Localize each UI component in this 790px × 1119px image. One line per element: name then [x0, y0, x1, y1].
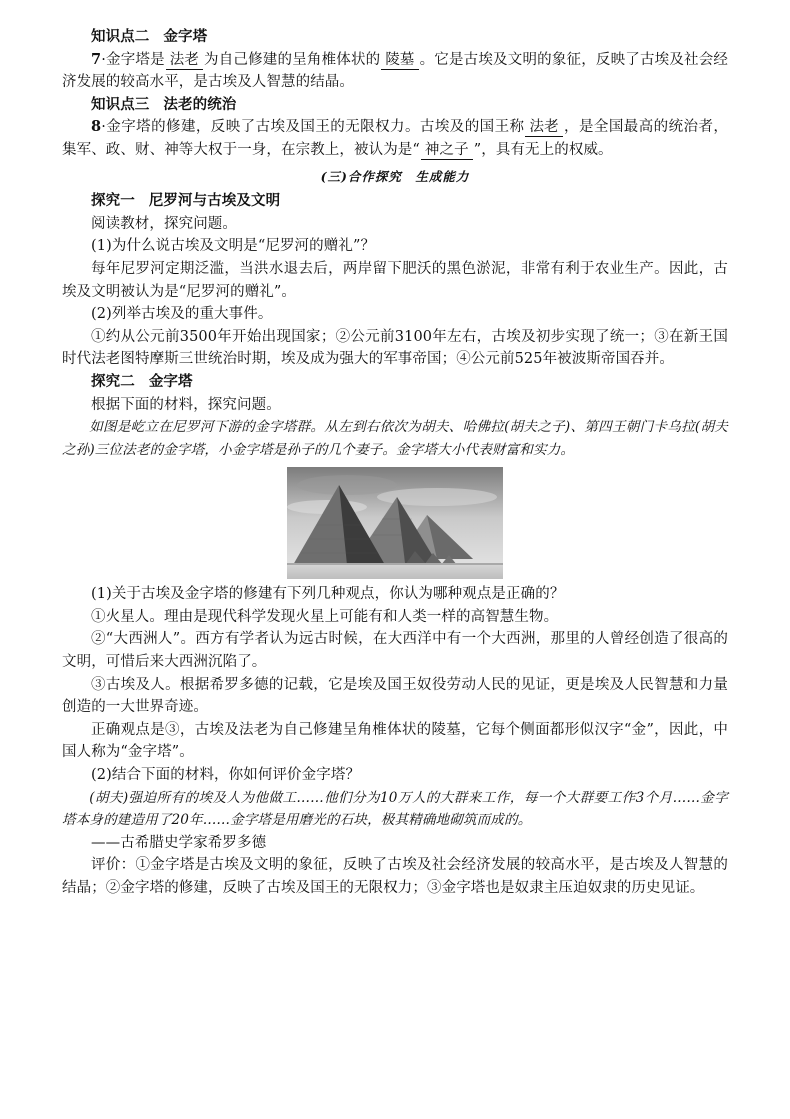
material-source: ——古希腊史学家希罗多德	[91, 834, 267, 851]
inquiry-2-question-2: (2)结合下面的材料，你如何评价金字塔？	[91, 767, 361, 784]
inquiry-2-heading	[62, 371, 728, 394]
inquiry-2-option-3: ③古埃及人。根据希罗多德的记载，它是埃及国王奴役劳动人民的见证，更是埃及人民智慧和力量创造的一大世界奇迹。	[62, 676, 728, 716]
inquiry-2-material-1: 如图是屹立在尼罗河下游的金字塔群。从左到右依次为胡夫、哈佛拉(胡夫之子)、第四王朝门卡乌拉(胡夫之孙)三位法老的金字塔，小金字塔是孙子的几个妻子。金字塔大小代表财富和实力。	[62, 419, 728, 458]
heading-label: 探究一	[91, 192, 135, 210]
inquiry-2-option-1: ①火星人。理由是现代科学发现火星上可能有和人类一样的高智慧生物。	[91, 608, 559, 625]
question-text: 金字塔的修建，反映了古埃及国王的无限权力。古埃及的国王称	[105, 119, 525, 136]
heading-label: 探究二	[91, 372, 135, 390]
inquiry-1-heading	[62, 190, 728, 213]
answer-blank: 法老	[525, 118, 562, 137]
question-text: ”，具有无上的权威。	[473, 141, 613, 158]
inquiry-2-answer-1: 正确观点是③，古埃及法老为自己修建呈角椎体状的陵墓，它每个侧面都形似汉字“金”，因此，中国人称为“金字塔”。	[62, 721, 728, 761]
question-text: 为自己修建的呈角椎体状的	[203, 51, 381, 68]
heading-label: 知识点二	[91, 28, 150, 45]
question-text: 。它是古埃及文明的象征，反映了古埃及社会经济发展的较高水平，是古埃及人智慧的结晶。	[62, 51, 728, 91]
answer-blank: 神之子	[421, 141, 473, 160]
question-separator: ·	[101, 119, 106, 136]
heading-title: 金字塔	[148, 372, 193, 390]
inquiry-2-answer-2: 评价：①金字塔是古埃及文明的象征，反映了古埃及社会经济发展的较高水平，是古埃及人智慧的结晶；②金字塔的修建，反映了古埃及国王的无限权力；③金字塔也是奴隶主压迫奴隶的历史见证。	[62, 857, 728, 896]
heading-label: 知识点三	[91, 95, 150, 113]
inquiry-2-option-2: ②“大西洲人”。西方有学者认为远古时候，在大西洋中有一个大西洲，那里的人曾经创造了很高的文明，可惜后来大西洲沉陷了。	[62, 631, 728, 671]
question-separator: ·	[101, 51, 106, 68]
question-8	[62, 116, 728, 161]
pyramid-photo-wrapper	[62, 467, 728, 579]
question-number: 7	[91, 50, 102, 68]
section-title: (三)合作探究 生成能力	[320, 168, 470, 184]
knowledge-point-3-heading	[62, 94, 728, 117]
inquiry-2-material-2: (胡夫)强迫所有的埃及人为他做工……他们分为10万人的大群来工作，每一个大群要工作3个月……金字塔本身的建造用了20年……金字塔是用磨光的石块，极其精确地砌筑而成的。	[62, 789, 728, 829]
inquiry-1-question-1: (1)为什么说古埃及文明是“尼罗河的赠礼”？	[91, 238, 376, 255]
heading-title: 金字塔	[163, 28, 208, 45]
heading-title: 法老的统治	[163, 95, 237, 113]
knowledge-point-2-heading	[62, 26, 728, 49]
inquiry-1-answer-1: 每年尼罗河定期泛滥，当洪水退去后，两岸留下肥沃的黑色淤泥，非常有利于农业生产。因此，古埃及文明被认为是“尼罗河的赠礼”。	[62, 260, 728, 300]
inquiry-1-intro: 阅读教材，探究问题。	[91, 215, 237, 232]
answer-blank: 法老	[166, 51, 203, 70]
inquiry-2-question-1: (1)关于古埃及金字塔的修建有下列几种观点，你认为哪种观点是正确的？	[91, 586, 565, 603]
question-text: 金字塔是	[105, 51, 165, 68]
inquiry-1-question-2: (2)列举古埃及的重大事件。	[91, 306, 273, 323]
question-7	[62, 49, 728, 94]
heading-title: 尼罗河与古埃及文明	[148, 192, 281, 210]
question-text: ，是全国最高的统治者，集军、政、财、神等大权于一身，在宗教上，被认为是“	[62, 119, 728, 158]
question-number: 8	[91, 118, 102, 136]
inquiry-1-answer-2: ①约从公元前3500年开始出现国家；②公元前3100年左右，古埃及初步实现了统一；③在新王国时代法老图特摩斯三世统治时期，埃及成为强大的军事帝国；④公元前525年被波斯帝国吞并。	[62, 328, 728, 368]
answer-blank: 陵墓	[381, 51, 418, 70]
pyramid-photo	[287, 467, 503, 579]
inquiry-2-intro: 根据下面的材料，探究问题。	[91, 396, 281, 413]
